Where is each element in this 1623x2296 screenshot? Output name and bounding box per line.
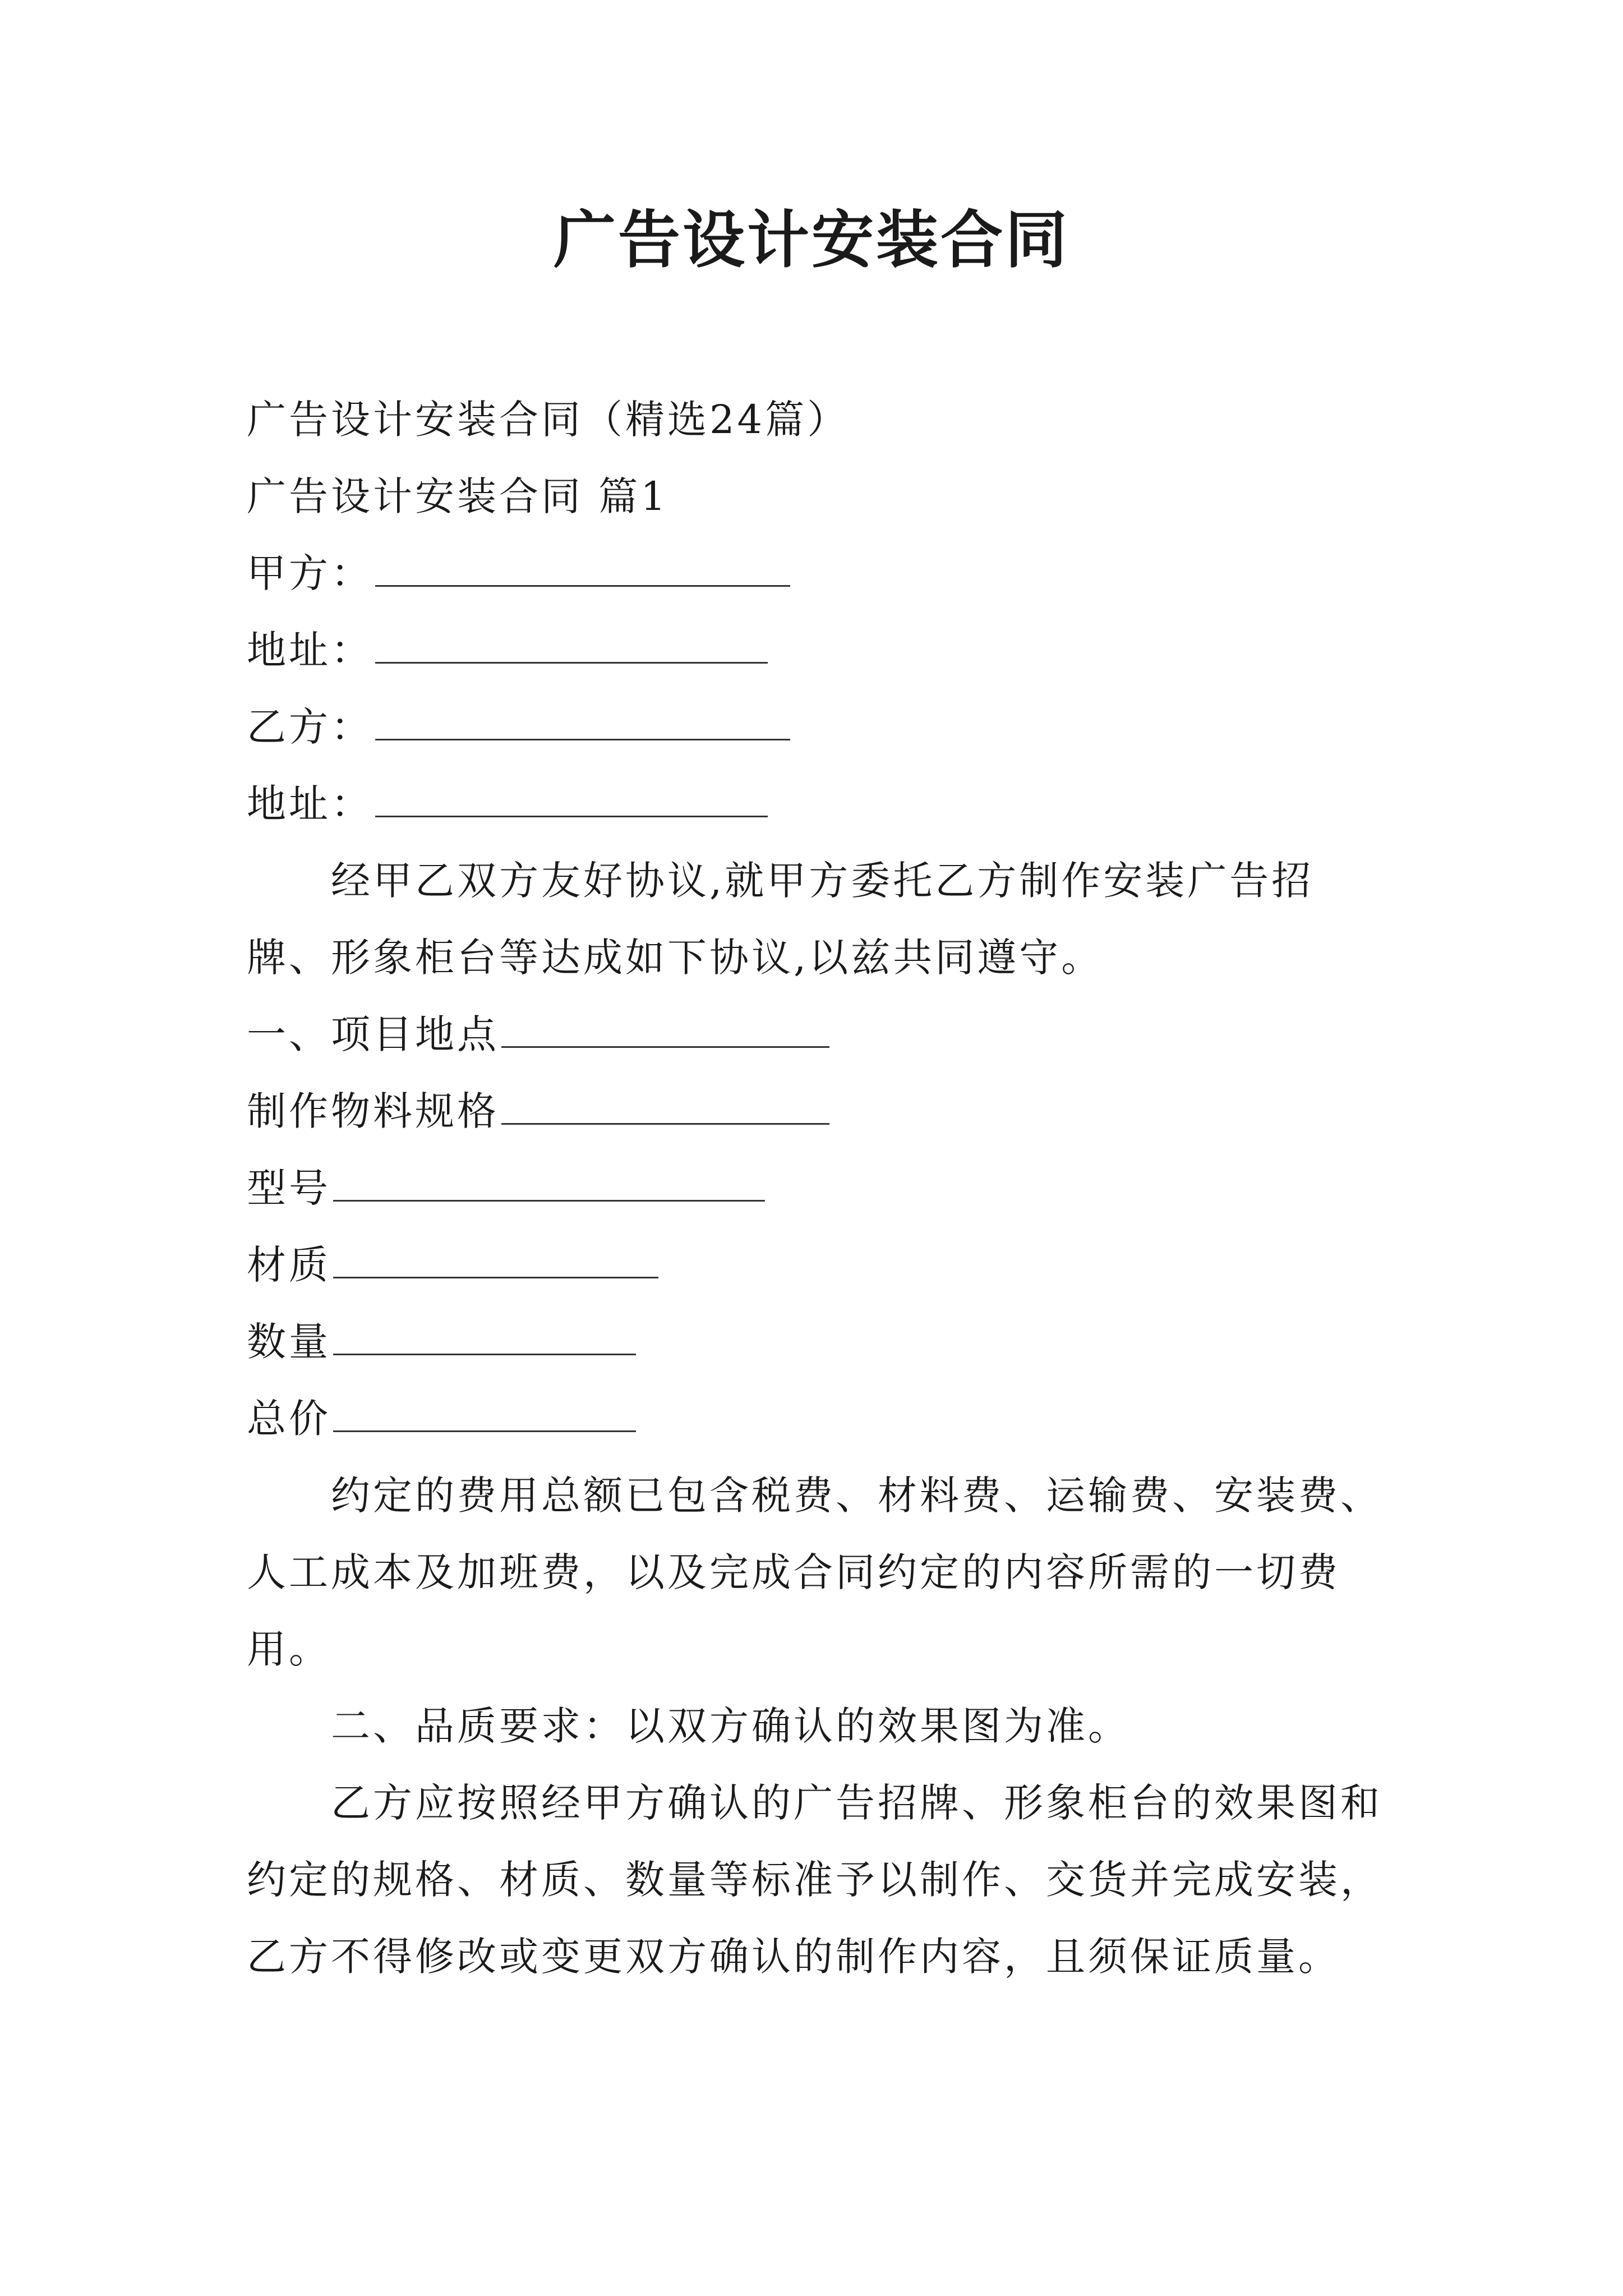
- party-a-blank[interactable]: [375, 581, 790, 587]
- item-model-label: 型号: [247, 1165, 331, 1211]
- document-title: 广告设计安装合同: [553, 204, 1069, 277]
- item-total-blank[interactable]: [333, 1426, 636, 1432]
- item-total-line: [247, 1381, 1385, 1457]
- item-quantity-blank[interactable]: [333, 1349, 636, 1355]
- fee-paragraph: 约定的费用总额已包含税费、材料费、运输费、安装费、人工成本及加班费，以及完成合同约定的内容所需的一切费用。: [247, 1473, 1382, 1672]
- party-b-blank[interactable]: [375, 734, 790, 740]
- item-total-label: 总价: [247, 1396, 331, 1442]
- section-heading: 广告设计安装合同 篇1: [247, 473, 668, 519]
- party-b-label: 乙方：: [247, 704, 373, 750]
- item-model-blank[interactable]: [333, 1195, 765, 1202]
- item-quantity-line: [247, 1304, 1385, 1381]
- party-b-line: [247, 689, 1385, 766]
- item-material-label: 材质: [247, 1242, 331, 1288]
- party-a-line: [247, 535, 1385, 612]
- party-b-address-label: 地址：: [247, 781, 373, 827]
- item-spec-blank[interactable]: [501, 1119, 829, 1125]
- quality-paragraph: 乙方应按照经甲方确认的广告招牌、形象柜台的效果图和约定的规格、材质、数量等标准予以制作、交货并完成安装，乙方不得修改或变更双方确认的制作内容，且须保证质量。: [247, 1780, 1382, 1980]
- party-a-label: 甲方：: [247, 550, 373, 596]
- party-a-address-label: 地址：: [247, 627, 373, 673]
- quality-heading: 二、品质要求：以双方确认的效果图为准。: [331, 1703, 1130, 1749]
- item-material-line: [247, 1227, 1385, 1304]
- item-material-blank[interactable]: [333, 1272, 658, 1278]
- party-a-address-line: [247, 612, 1385, 689]
- item-quantity-label: 数量: [247, 1319, 331, 1365]
- party-b-address-line: [247, 766, 1385, 843]
- item-spec-label: 制作物料规格: [247, 1088, 499, 1134]
- item-model-line: [247, 1150, 1385, 1227]
- item-spec-line: [247, 1073, 1385, 1150]
- item-location-line: [247, 996, 1385, 1073]
- item-location-label: 一、项目地点: [247, 1011, 499, 1057]
- intro-paragraph: 经甲乙双方友好协议,就甲方委托乙方制作安装广告招牌、形象柜台等达成如下协议,以兹共同遵守。: [247, 858, 1314, 981]
- party-a-address-blank[interactable]: [375, 657, 768, 664]
- party-b-address-blank[interactable]: [375, 811, 768, 817]
- item-location-blank[interactable]: [501, 1042, 829, 1048]
- document-subtitle: 广告设计安装合同（精选24篇）: [247, 397, 850, 443]
